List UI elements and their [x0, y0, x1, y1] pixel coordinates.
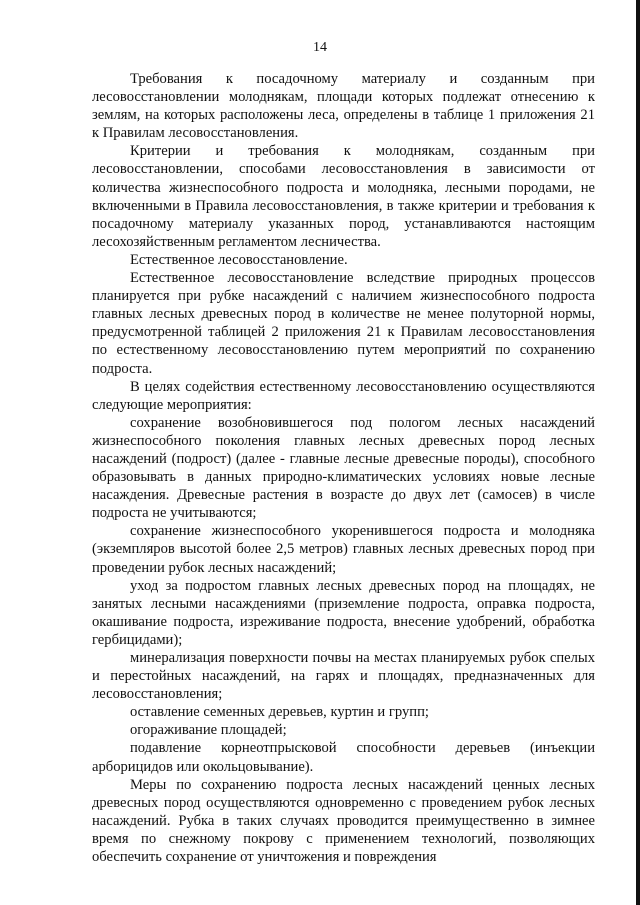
- list-item-preserve-undergrowth: сохранение возобновившегося под пологом лесных насаждений жизнеспособного поколения главных лесных древесных пород лесных насаждений (подрост) (далее - главные лесные древесные породы), способного образовывать в данных природно-климатических условиях новые лесные насаждения. Древесные растения в возрасте до двух лет (самосев) в числе подроста не учитываются;: [92, 414, 595, 522]
- page-edge-shadow: [636, 0, 640, 905]
- list-item-root-sucker-suppression: подавление корнеотпрысковой способности деревьев (инъекции арборицидов или окольцовывание).: [92, 740, 595, 775]
- document-body: [92, 70, 595, 866]
- list-item-preserve-rooted-undergrowth: сохранение жизнеспособного укоренившегося подроста и молодняка (экземпляров высотой более 2,5 метров) главных лесных древесных пород при проведении рубок лесных насаждений;: [92, 523, 595, 576]
- paragraph-assistance-measures-intro: В целях содействия естественному лесовосстановлению осуществляются следующие мероприятия:: [92, 378, 595, 413]
- list-item-fencing: огораживание площадей;: [130, 722, 287, 739]
- page-number: 14: [313, 40, 327, 55]
- section-heading-natural-reforestation: Естественное лесовосстановление.: [130, 251, 348, 268]
- paragraph-planting-material-requirements: Требования к посадочному материалу и созданным при лесовосстановлении молоднякам, площади которых подлежат отнесению к землям, на которых расположены леса, определены в таблице 1 приложения 21 к Правилам лесовосстановления.: [92, 71, 595, 142]
- list-item-seed-trees: оставление семенных деревьев, куртин и групп;: [130, 704, 429, 721]
- paragraph-undergrowth-preservation-measures: Меры по сохранению подроста лесных насаждений ценных лесных древесных пород осуществляются одновременно с проведением рубок лесных насаждений. Рубка в таких случаях проводится преимущественно в зимнее время по снежному покрову с применением технологий, позволяющих обеспечить сохранение от уничтожения и повреждения: [92, 776, 595, 866]
- list-item-soil-mineralization: минерализация поверхности почвы на местах планируемых рубок спелых и перестойных насаждений, на гарях и площадях, предназначенных для лесовосстановления;: [92, 650, 595, 703]
- paragraph-natural-reforestation-planning: Естественное лесовосстановление вследствие природных процессов планируется при рубке насаждений с наличием жизнеспособного подроста главных лесных древесных пород в количестве не менее полуторной нормы, предусмотренной таблицей 2 приложения 21 к Правилам лесовосстановления по естественному лесовосстановлению путем мероприятий по сохранению подроста.: [92, 270, 595, 377]
- paragraph-criteria-and-requirements: Критерии и требования к молоднякам, созданным при лесовосстановлении, способами лесовосстановления в зависимости от количества жизнеспособного подроста и молодняка, лесными породами, не включенными в Правила лесовосстановления, в также критерии и требования к посадочному материалу указанных пород, устанавливаются настоящим лесохозяйственным регламентом лесничества.: [92, 143, 595, 250]
- list-item-undergrowth-care: уход за подростом главных лесных древесных пород на площадях, не занятых лесными насаждениями (приземление подроста, оправка подроста, окашивание подроста, изреживание подроста, внесение удобрений, обработка гербицидами);: [92, 577, 595, 648]
